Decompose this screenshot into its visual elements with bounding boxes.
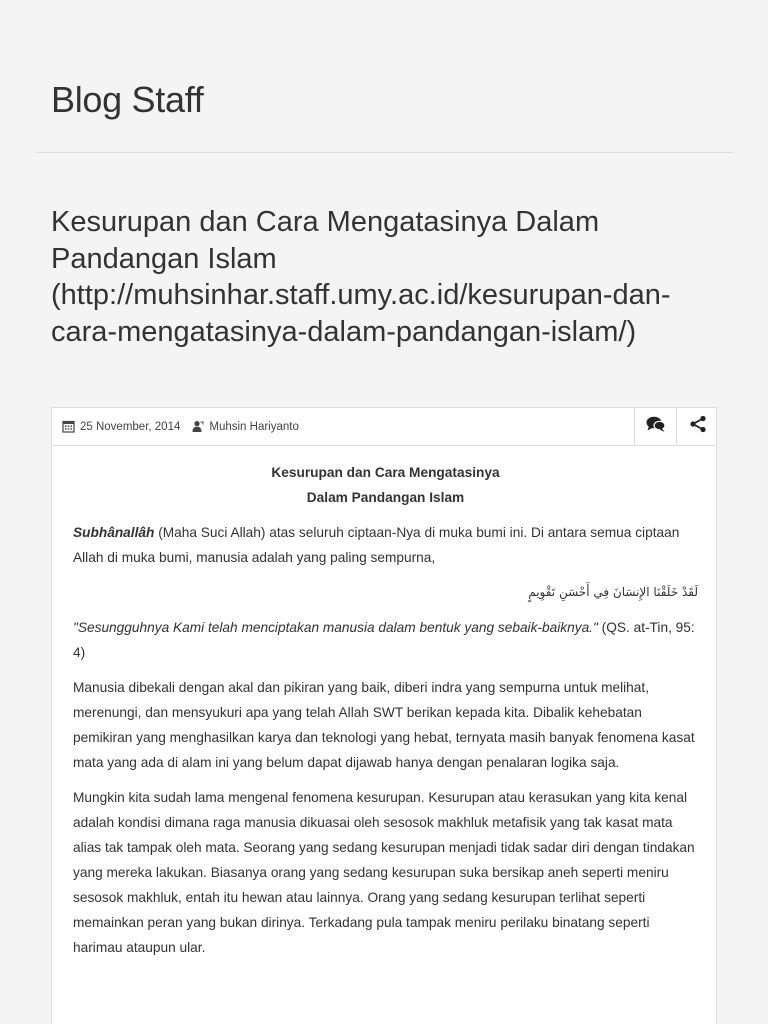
post-author[interactable]: Muhsin Hariyanto — [209, 420, 299, 433]
comments-button[interactable] — [634, 408, 677, 445]
post-card — [51, 407, 717, 1024]
arabic-verse: لَقَدْ خَلَقْنَا الإِنسَانَ فِي أَحْسَنِ تَقْوِيمٍ — [528, 585, 698, 599]
comments-icon — [646, 416, 666, 438]
intro-text: (Maha Suci Allah) atas seluruh ciptaan-Nya di muka bumi ini. Di antara semua ciptaan Allah di muka bumi, manusia adalah yang paling sempurna, — [73, 525, 680, 565]
quote-reference: (QS. at-Tin, 95: 4) — [73, 620, 695, 660]
user-icon — [191, 420, 204, 433]
share-button[interactable] — [676, 408, 719, 445]
header-divider — [36, 152, 733, 153]
share-icon — [689, 415, 707, 438]
body-paragraph-2: Mungkin kita sudah lama mengenal fenomena kesurupan. Kesurupan atau kerasukan yang kita kenal adalah kondisi dimana raga manusia dikuasai oleh sesosok makhluk metafisik yang tak kasat mata alias tak tampak oleh mata. Seorang yang sedang kesurupan menjadi tidak sadar diri dengan tindakan yang mereka lakukan. Biasanya orang yang sedang kesurupan suka bersikap aneh seperti meniru sesosok makhluk, entah itu hewan atau lainnya. Orang yang sedang kesurupan terlihat seperti memainkan peran yang bukan dirinya. Terkadang pula tampak meniru perilaku binatang seperti harimau ataupun ular. — [73, 790, 695, 955]
body-paragraph-1: Manusia dibekali dengan akal dan pikiran yang baik, diberi indra yang sempurna untuk melihat, merenungi, dan mensyukuri apa yang telah Allah SWT berikan kepada kita. Dibalik kehebatan pemikiran yang menghasilkan karya dan teknologi yang hebat, ternyata masih banyak fenomena kasat mata yang ada di alam ini yang belum dapat dijawab hanya dengan penalaran logika saja. — [73, 680, 695, 770]
intro-paragraph — [73, 520, 698, 570]
quote-text: "Sesungguhnya Kami telah menciptakan manusia dalam bentuk yang sebaik-baiknya." — [73, 620, 598, 635]
post-content — [73, 445, 698, 960]
article-heading-line-2: Dalam Pandangan Islam — [306, 490, 465, 505]
post-date: 25 November, 2014 — [80, 420, 181, 433]
post-meta-bar — [52, 408, 716, 446]
calendar-icon — [62, 420, 75, 433]
article-heading-line-1: Kesurupan dan Cara Mengatasinya — [271, 465, 500, 480]
article-heading — [73, 460, 698, 510]
site-title[interactable]: Blog Staff — [51, 79, 204, 120]
post-title[interactable]: Kesurupan dan Cara Mengatasinya Dalam Pandangan Islam (http://muhsinhar.staff.umy.ac.id/kesurupan-dan-cara-mengatasinya-dalam-pandangan-islam/) — [51, 206, 671, 348]
intro-bold-text: Subhânallâh — [73, 525, 155, 540]
quote-paragraph — [73, 615, 698, 665]
post-meta — [62, 408, 299, 445]
